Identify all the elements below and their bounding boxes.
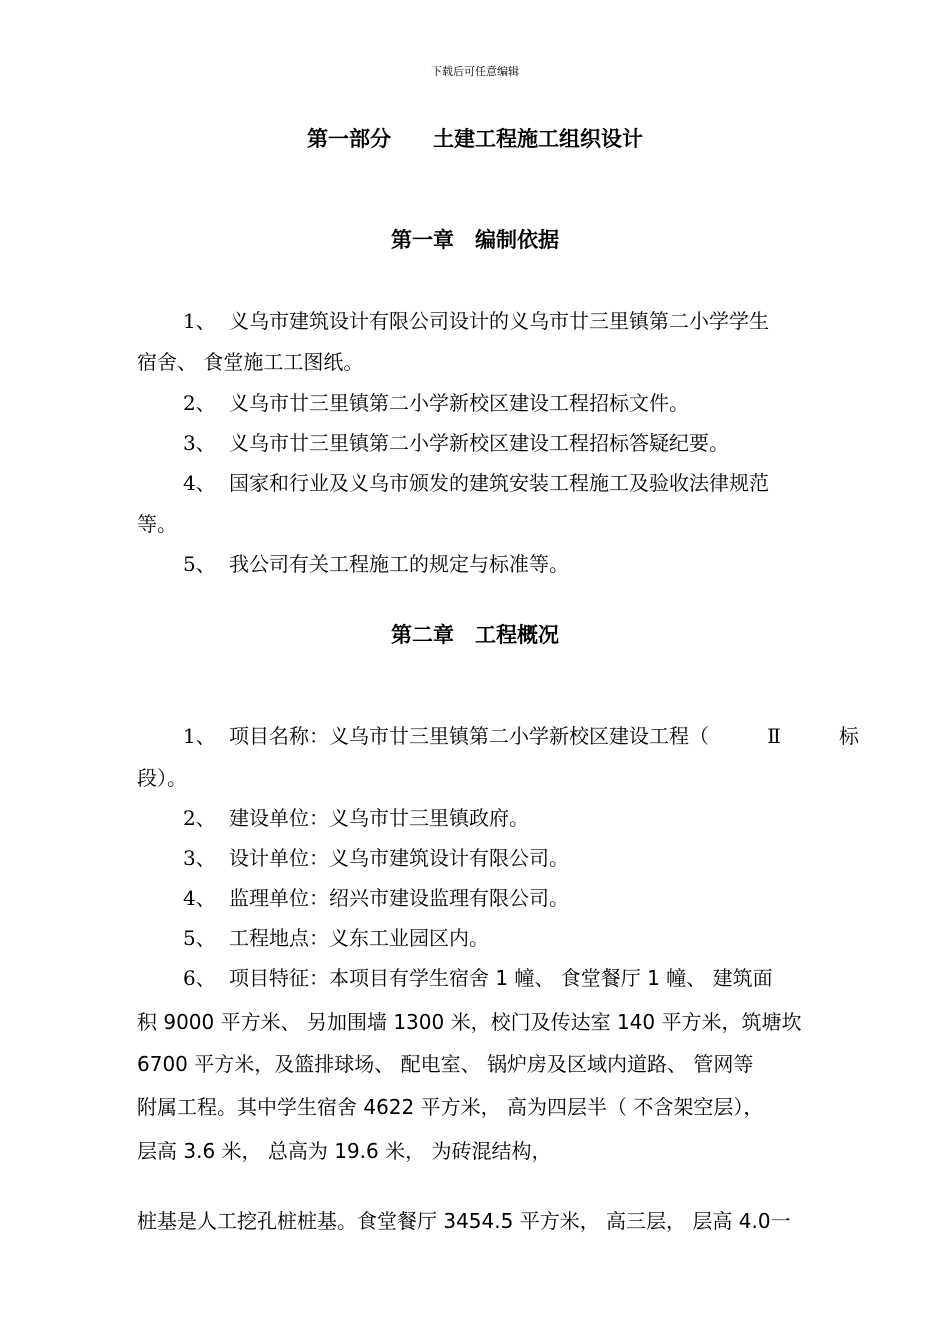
item-text: 建设单位：义乌市廿三里镇政府。 (229, 806, 529, 830)
chapter-1-title: 第一章 编制依据 (391, 228, 559, 252)
chapter-2-item-1 (183, 722, 859, 750)
item-text: 我公司有关工程施工的规定与标准等。 (229, 552, 569, 576)
item-number: 4、 (183, 886, 216, 910)
chapter-2-item-6-line-2: 积 9000 平方米、 另加围墙 1300 米，校门及传达室 140 平方米，筑塘坎 (137, 1010, 802, 1034)
item-text: 义乌市建筑设计有限公司设计的义乌市廿三里镇第二小学学生 (229, 309, 769, 333)
chapter-2-item-6-line-4: 附属工程。其中学生宿舍 4622 平方米， 高为四层半（ 不含架空层）， (137, 1095, 764, 1119)
chapter-1-item-4-continued: 等。 (137, 512, 177, 536)
chapter-2-title: 第二章 工程概况 (391, 623, 559, 647)
item-number: 5、 (183, 552, 216, 576)
item-text: 工程地点：义东工业园区内。 (229, 926, 489, 950)
item-text: 项目名称：义乌市廿三里镇第二小学新校区建设工程（ (229, 724, 709, 748)
item-number: 6、 (183, 966, 216, 990)
item-number: 2、 (183, 391, 216, 415)
item-number: 1、 (183, 724, 216, 748)
chapter-2-item-6-line-6: 桩基是人工挖孔桩桩基。食堂餐厅 3454.5 平方米， 高三层， 层高 4.0一 (137, 1209, 791, 1233)
item-number: 4、 (183, 471, 216, 495)
chapter-2-item-2 (183, 804, 859, 832)
item-text: 设计单位：义乌市建筑设计有限公司。 (229, 846, 569, 870)
item-number: 5、 (183, 926, 216, 950)
chapter-1-item-3 (183, 429, 859, 457)
item-number: 3、 (183, 846, 216, 870)
chapter-2-item-6-line-5: 层高 3.6 米， 总高为 19.6 米， 为砖混结构， (137, 1139, 552, 1163)
chapter-1-item-1 (183, 307, 859, 335)
chapter-2-item-5 (183, 924, 859, 952)
item-number: 1、 (183, 309, 216, 333)
item-number: 2、 (183, 806, 216, 830)
chapter-1-item-1-continued: 宿舍、 食堂施工工图纸。 (137, 350, 364, 374)
roman-numeral: Ⅱ (767, 724, 781, 748)
part-title: 第一部分 土建工程施工组织设计 (307, 127, 643, 151)
item-text: 监理单位：绍兴市建设监理有限公司。 (229, 886, 569, 910)
chapter-1-item-2 (183, 389, 859, 417)
item-text-end: 标 (839, 724, 859, 748)
chapter-1-item-5 (183, 550, 859, 578)
item-text: 国家和行业及义乌市颁发的建筑安装工程施工及验收法律规范 (229, 471, 769, 495)
item-text: 义乌市廿三里镇第二小学新校区建设工程招标文件。 (229, 391, 689, 415)
chapter-2-item-4 (183, 884, 859, 912)
header-note: 下载后可任意编辑 (431, 65, 519, 78)
item-text: 义乌市廿三里镇第二小学新校区建设工程招标答疑纪要。 (229, 431, 729, 455)
item-number: 3、 (183, 431, 216, 455)
chapter-2-item-1-continued: 段）。 (137, 766, 187, 790)
chapter-2-item-3 (183, 844, 859, 872)
chapter-2-item-6 (183, 964, 859, 992)
chapter-1-item-4 (183, 469, 859, 497)
item-text: 项目特征：本项目有学生宿舍 1 幢、 食堂餐厅 1 幢、 建筑面 (229, 966, 773, 990)
item-lead (183, 722, 709, 750)
chapter-2-item-6-line-3: 6700 平方米，及篮排球场、 配电室、 锅炉房及区域内道路、 管网等 (137, 1052, 754, 1076)
